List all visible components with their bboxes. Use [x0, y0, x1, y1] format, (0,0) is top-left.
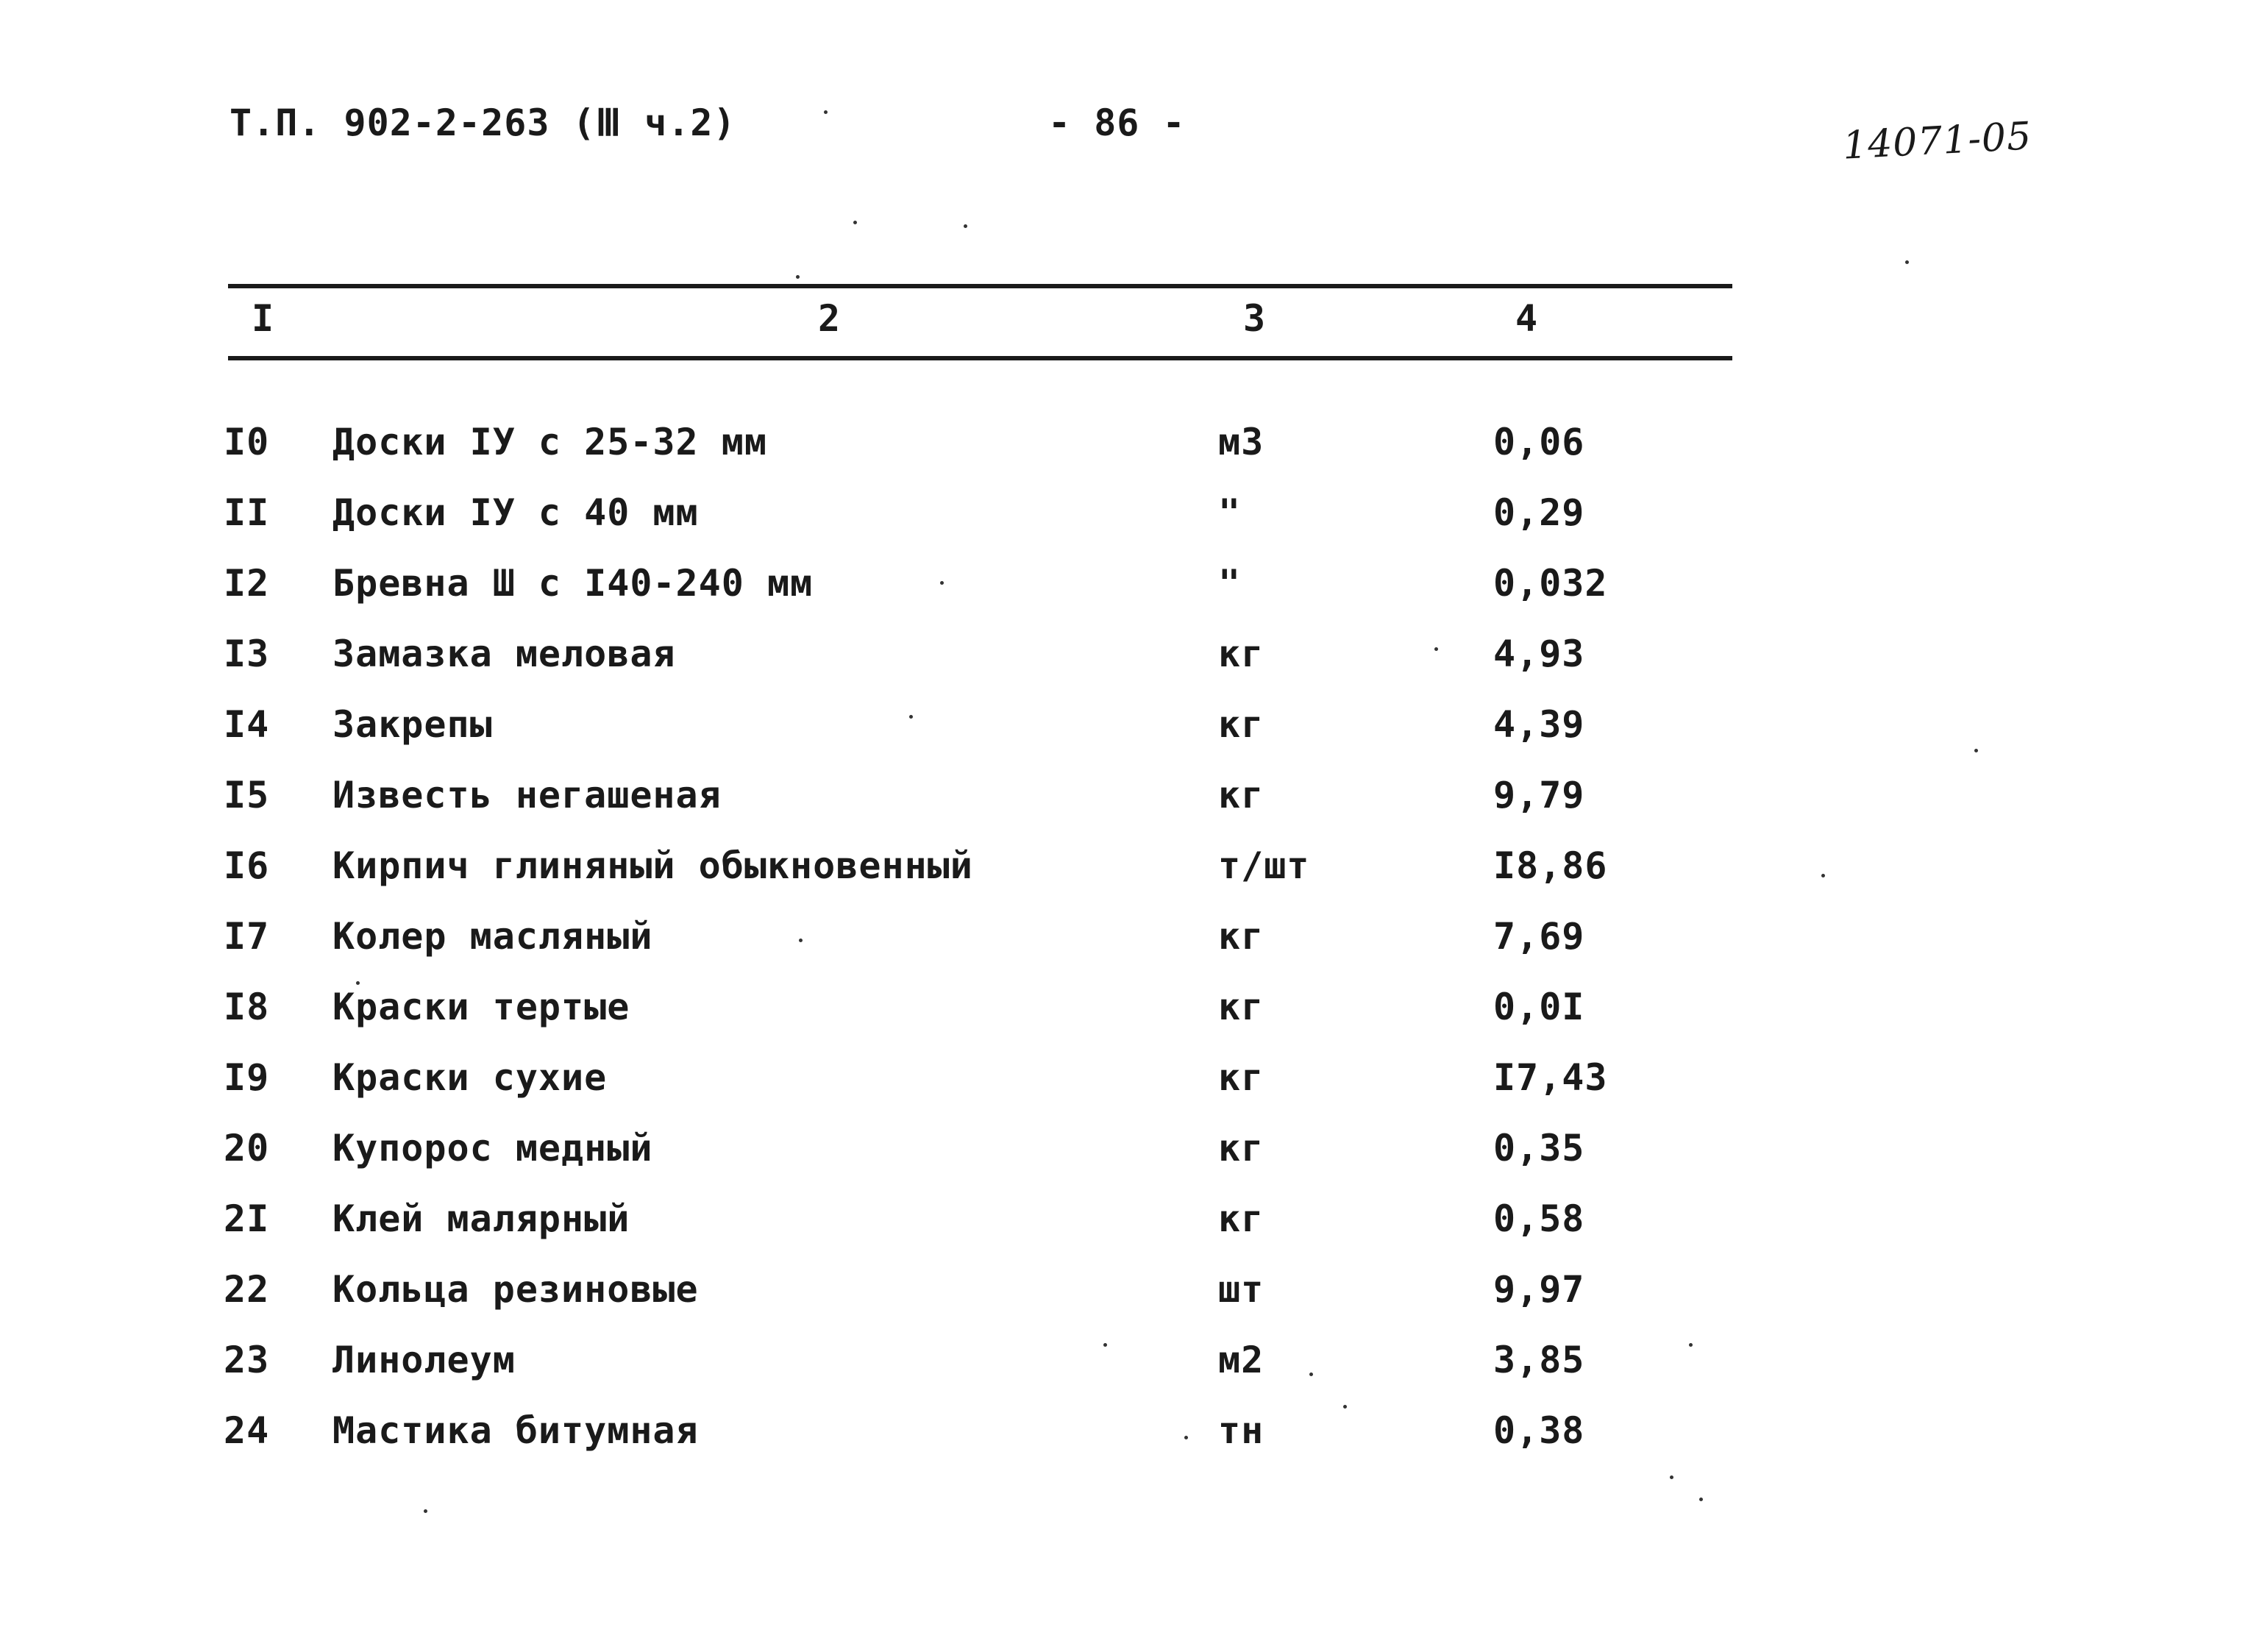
material-name: Линолеум [332, 1339, 516, 1381]
unit: кг [1218, 774, 1264, 816]
scan-speck [1905, 260, 1909, 264]
page-number: - 86 - [1048, 102, 1186, 144]
row-number: I4 [224, 703, 270, 746]
unit: кг [1218, 1127, 1264, 1169]
scan-speck [356, 981, 360, 985]
column-number-2: 2 [818, 297, 841, 340]
table-row [0, 1197, 2259, 1268]
table-row [0, 491, 2259, 562]
table-row [0, 703, 2259, 774]
row-number: I8 [224, 986, 270, 1028]
material-name: Колер масляный [332, 915, 653, 958]
table-row [0, 1268, 2259, 1339]
table-row [0, 915, 2259, 986]
scan-speck [424, 1509, 427, 1513]
row-number: I5 [224, 774, 270, 816]
quantity: 0,38 [1493, 1409, 1585, 1452]
scan-speck [1670, 1475, 1673, 1479]
unit: т/шт [1218, 844, 1310, 887]
row-number: I9 [224, 1056, 270, 1099]
unit: шт [1218, 1268, 1264, 1311]
quantity: 4,93 [1493, 633, 1585, 675]
unit: " [1218, 562, 1242, 605]
table-row [0, 421, 2259, 491]
column-number-4: 4 [1515, 297, 1538, 340]
scan-speck [1184, 1436, 1188, 1439]
quantity: 0,58 [1493, 1197, 1585, 1240]
scan-speck [799, 939, 803, 942]
material-name: Купорос медный [332, 1127, 653, 1169]
scan-speck [1821, 874, 1825, 877]
column-number-3: 3 [1243, 297, 1266, 340]
material-name: Известь негашеная [332, 774, 722, 816]
row-number: 23 [224, 1339, 270, 1381]
scan-speck [853, 221, 857, 224]
column-number-1: I [252, 297, 274, 340]
table-top-rule [228, 284, 1732, 288]
quantity: 7,69 [1493, 915, 1585, 958]
table-row [0, 562, 2259, 633]
row-number: II [224, 491, 270, 534]
unit: " [1218, 491, 1242, 534]
scan-speck [964, 224, 967, 228]
table-row [0, 633, 2259, 703]
unit: кг [1218, 915, 1264, 958]
quantity: I7,43 [1493, 1056, 1608, 1099]
material-name: Клей малярный [332, 1197, 630, 1240]
row-number: 24 [224, 1409, 270, 1452]
row-number: 20 [224, 1127, 270, 1169]
material-name: Замазка меловая [332, 633, 676, 675]
unit: тн [1218, 1409, 1264, 1452]
material-name: Бревна Ш с I40-240 мм [332, 562, 814, 605]
row-number: I7 [224, 915, 270, 958]
quantity: 3,85 [1493, 1339, 1585, 1381]
material-name: Мастика битумная [332, 1409, 699, 1452]
row-number: I2 [224, 562, 270, 605]
quantity: 0,29 [1493, 491, 1585, 534]
scan-speck [940, 581, 944, 585]
scan-speck [1434, 647, 1438, 651]
quantity: 0,0I [1493, 986, 1585, 1028]
scan-speck [824, 110, 828, 114]
unit: м3 [1218, 421, 1264, 463]
unit: кг [1218, 1197, 1264, 1240]
material-name: Краски тертые [332, 986, 630, 1028]
material-name: Кирпич глиняный обыкновенный [332, 844, 973, 887]
scan-speck [1309, 1372, 1313, 1376]
table-row [0, 844, 2259, 915]
table-row [0, 1127, 2259, 1197]
document-reference: Т.П. 902-2-263 (Ⅲ ч.2) [230, 102, 736, 144]
material-name: Доски IУ с 40 мм [332, 491, 699, 534]
table-row [0, 774, 2259, 844]
scan-speck [909, 715, 913, 719]
unit: кг [1218, 633, 1264, 675]
material-name: Доски IУ с 25-32 мм [332, 421, 767, 463]
scan-speck [1974, 749, 1978, 752]
table-row [0, 1409, 2259, 1480]
scan-speck [1689, 1343, 1693, 1347]
quantity: 9,97 [1493, 1268, 1585, 1311]
row-number: I0 [224, 421, 270, 463]
quantity: 0,35 [1493, 1127, 1585, 1169]
material-name: Закрепы [332, 703, 493, 746]
quantity: 4,39 [1493, 703, 1585, 746]
unit: кг [1218, 1056, 1264, 1099]
material-name: Кольца резиновые [332, 1268, 699, 1311]
scan-speck [1103, 1343, 1107, 1347]
quantity: 0,06 [1493, 421, 1585, 463]
row-number: I3 [224, 633, 270, 675]
table-header-rule [228, 356, 1732, 360]
scan-speck [796, 275, 800, 279]
scan-speck [1343, 1405, 1347, 1409]
table-row [0, 1339, 2259, 1409]
material-name: Краски сухие [332, 1056, 608, 1099]
quantity: 9,79 [1493, 774, 1585, 816]
unit: кг [1218, 986, 1264, 1028]
unit: кг [1218, 703, 1264, 746]
quantity: I8,86 [1493, 844, 1608, 887]
scan-speck [1699, 1498, 1703, 1501]
row-number: I6 [224, 844, 270, 887]
quantity: 0,032 [1493, 562, 1608, 605]
row-number: 22 [224, 1268, 270, 1311]
unit: м2 [1218, 1339, 1264, 1381]
archive-code: 14071-05 [1841, 114, 2033, 168]
table-row [0, 986, 2259, 1056]
row-number: 2I [224, 1197, 270, 1240]
table-row [0, 1056, 2259, 1127]
